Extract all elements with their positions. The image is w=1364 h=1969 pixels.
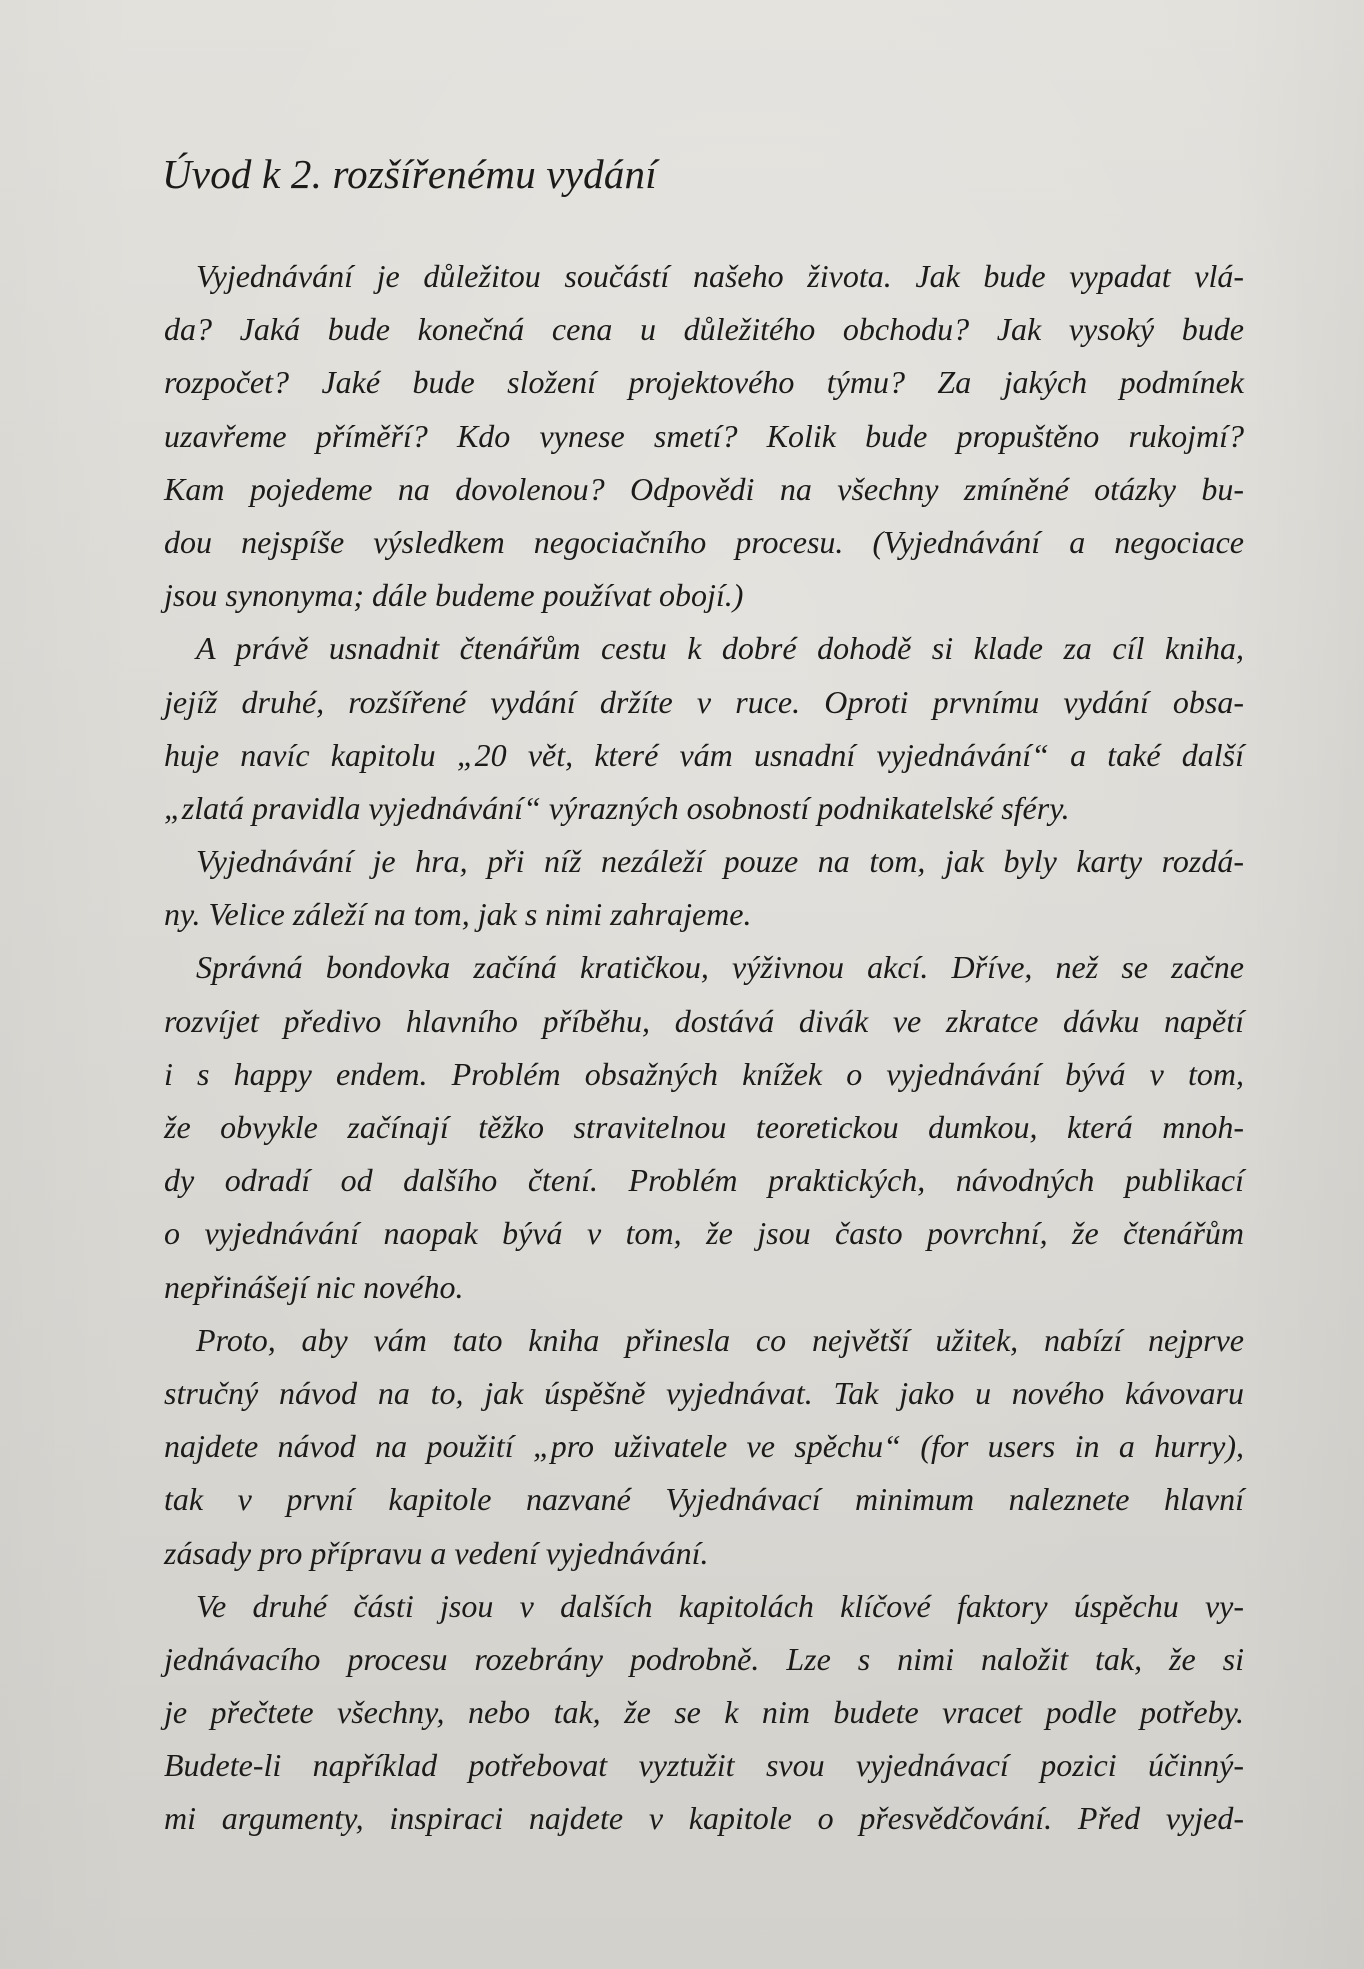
text-line: dou nejspíše výsledkem negociačního procesu. (Vyjednávání a negociace	[164, 523, 1244, 560]
text-line: uzavřeme příměří? Kdo vynese smetí? Kolik bude propuštěno rukojmí?	[164, 417, 1244, 454]
text-line: Ve druhé části jsou v dalších kapitolách klíčové faktory úspěchu vy-	[196, 1587, 1244, 1624]
text-line: huje navíc kapitolu „20 vět, které vám usnadní vyjednávání“ a také další	[164, 736, 1244, 773]
chapter-heading: Úvod k 2. rozšířenému vydání	[162, 151, 657, 197]
text-line: že obvykle začínají těžko stravitelnou teoretickou dumkou, která mnoh-	[164, 1109, 1244, 1145]
text-line: zásady pro přípravu a vedení vyjednávání.	[164, 1534, 709, 1571]
text-line: dy odradí od dalšího čtení. Problém praktických, návodných publikací	[164, 1162, 1244, 1199]
text-line: Správná bondovka začíná kratičkou, výživnou akcí. Dříve, než se začne	[196, 949, 1244, 986]
body-text	[164, 250, 1244, 1846]
text-line: nepřinášejí nic nového.	[164, 1268, 464, 1305]
text-line: Proto, aby vám tato kniha přinesla co největší užitek, nabízí nejprve	[196, 1321, 1244, 1358]
text-line: Kam pojedeme na dovolenou? Odpovědi na všechny zmíněné otázky bu-	[164, 470, 1244, 507]
text-line: rozvíjet předivo hlavního příběhu, dostává divák ve zkratce dávku napětí	[164, 1002, 1244, 1039]
text-line: ny. Velice záleží na tom, jak s nimi zahrajeme.	[164, 896, 752, 933]
text-line: „zlatá pravidla vyjednávání“ výrazných osobností podnikatelské sféry.	[164, 789, 1070, 826]
text-line: Budete-li například potřebovat vyztužit svou vyjednávací pozici účinný-	[164, 1747, 1244, 1784]
text-line: je přečtete všechny, nebo tak, že se k nim budete vracet podle potřeby.	[164, 1694, 1244, 1731]
text-line: jejíž druhé, rozšířené vydání držíte v ruce. Oproti prvnímu vydání obsa-	[164, 683, 1244, 720]
text-line: Vyjednávání je hra, při níž nezáleží pouze na tom, jak byly karty rozdá-	[196, 843, 1244, 880]
text-line: najdete návod na použití „pro uživatele ve spěchu“ (for users in a hurry),	[164, 1428, 1244, 1465]
text-line: i s happy endem. Problém obsažných knížek o vyjednávání bývá v tom,	[164, 1055, 1244, 1092]
text-line: Vyjednávání je důležitou součástí našeho života. Jak bude vypadat vlá-	[196, 258, 1244, 294]
text-line: rozpočet? Jaké bude složení projektového týmu? Za jakých podmínek	[164, 364, 1244, 401]
text-line: da? Jaká bude konečná cena u důležitého obchodu? Jak vysoký bude	[164, 311, 1244, 348]
text-line: A právě usnadnit čtenářům cestu k dobré dohodě si klade za cíl kniha,	[196, 630, 1244, 667]
text-line: jednávacího procesu rozebrány podrobně. Lze s nimi naložit tak, že si	[164, 1640, 1244, 1677]
text-line: o vyjednávání naopak bývá v tom, že jsou často povrchní, že čtenářům	[164, 1215, 1244, 1252]
text-line: jsou synonyma; dále budeme používat obojí.)	[164, 577, 744, 614]
text-line: tak v první kapitole nazvané Vyjednávací minimum naleznete hlavní	[164, 1481, 1244, 1518]
text-line: stručný návod na to, jak úspěšně vyjednávat. Tak jako u nového kávovaru	[164, 1374, 1244, 1411]
text-line: mi argumenty, inspiraci najdete v kapitole o přesvědčování. Před vyjed-	[164, 1800, 1244, 1837]
